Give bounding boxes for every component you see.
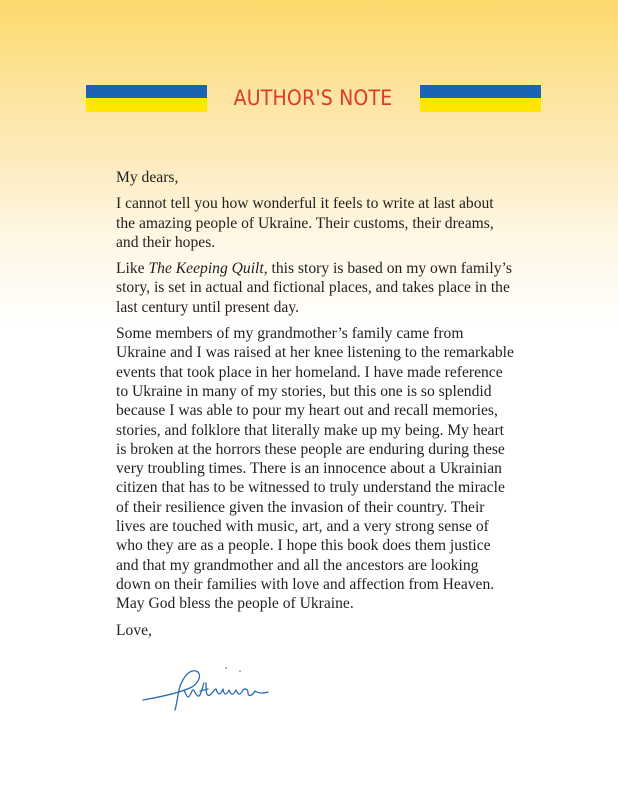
salutation: My dears,	[116, 169, 179, 186]
paragraph-prefix: Like	[116, 260, 149, 278]
ukraine-flag-icon	[420, 85, 541, 112]
paragraph: I cannot tell you how wonderful it feels to write at last about the amazing people of Ukraine. Their customs, their dreams, and their hopes.	[116, 195, 494, 251]
letter-body	[116, 168, 516, 647]
book-title: The Keeping Quilt	[148, 260, 264, 278]
paragraph	[116, 259, 516, 317]
paragraph: Some members of my grandmother’s family came from Ukraine and I was raised at her knee listening to the remarkable events that took place in her homeland. I have made reference to Ukraine in many of my stories, but this one is so splendid because I was able to pour my heart out and recall memories, stories, and folklore that literally make up my being. My heart is broken at the horrors these people are enduring during these very troubling times. There is an innocence about a Ukrainian citizen that has to be witnessed to truly understand the miracle of their resilience given the invasion of their country. Their lives are touched with music, art, and a very strong sense of who they are as a people. I hope this book does them justice and that my grandmother and all the ancestors are looking down on their families with love and affection from Heaven. May God bless the people of Ukraine.	[116, 325, 514, 613]
flag-blue-stripe	[420, 85, 541, 98]
flag-blue-stripe	[86, 85, 207, 98]
ukraine-flag-icon	[86, 85, 207, 112]
page-title: AUTHOR'S NOTE	[233, 86, 393, 110]
flag-yellow-stripe	[420, 98, 541, 112]
paragraph-suffix: , this story is based on my own family’s story, is set in actual and fictional places, and takes place in the last century until present day.	[116, 260, 512, 316]
closing: Love,	[116, 621, 152, 639]
flag-yellow-stripe	[86, 98, 207, 112]
header	[0, 85, 618, 112]
signature	[140, 665, 280, 715]
